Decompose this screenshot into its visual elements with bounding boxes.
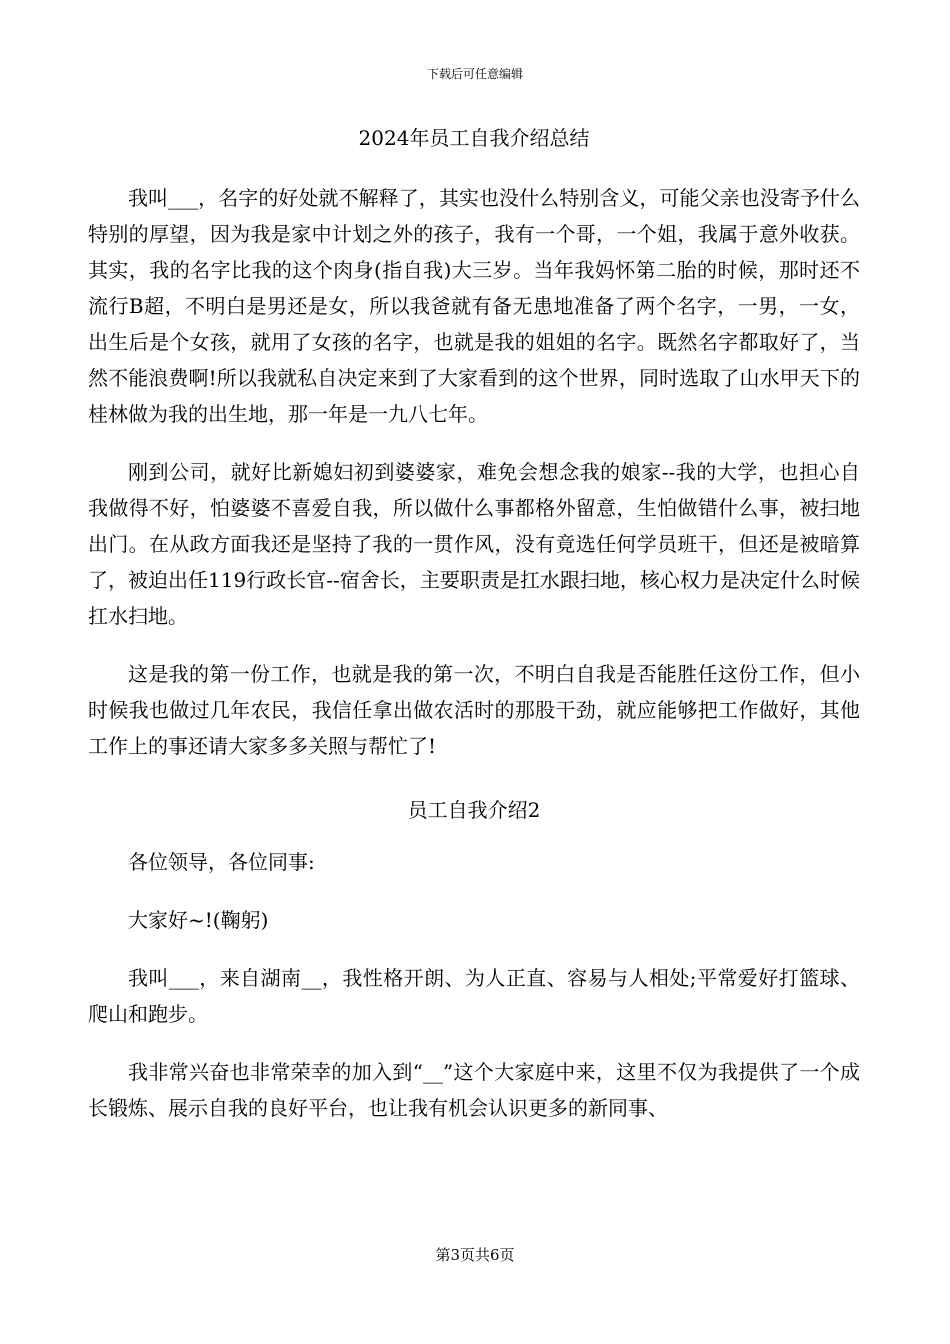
section-title-2: 员工自我介绍2 [407,798,541,822]
document-body [88,120,860,1148]
paragraph-greeting: 各位领导，各位同事: [128,850,315,874]
header-note: 下载后可任意编辑 [426,67,523,81]
paragraph-intro-name: 我叫___，名字的好处就不解释了，其实也没什么特别含义，可能父亲也没寄予什么特别的厚望，因为我是家中计划之外的孩子，我有一个哥，一个姐，我属于意外收获。其实，我的名字比我的这个肉身(指自我)大三岁。当年我妈怀第二胎的时候，那时还不流行B超，不明白是男还是女，所以我爸就有备无患地准备了两个名字，一男，一女，出生后是个女孩，就用了女孩的名字，也就是我的姐姐的名字。既然名字都取好了，当然不能浪费啊!所以我就私自决定来到了大家看到的这个世界，同时选取了山水甲天下的桂林做为我的出生地，那一年是一九八七年。 [88,186,860,426]
paragraph-first-job: 这是我的第一份工作，也就是我的第一次，不明白自我是否能胜任这份工作，但小时候我也做过几年农民，我信任拿出做农活时的那股干劲，就应能够把工作做好，其他工作上的事还请大家多多关照与帮忙了! [88,662,860,758]
paragraph-self-info: 我叫___，来自湖南__，我性格开朗、为人正直、容易与人相处;平常爱好打篮球、爬山和跑步。 [88,966,860,1026]
page-number: 第3页共6页 [435,1246,515,1264]
paragraph-joining-family: 我非常兴奋也非常荣幸的加入到“__”这个大家庭中来，这里不仅为我提供了一个成长锻炼、展示自我的良好平台，也让我有机会认识更多的新同事、 [88,1060,860,1120]
paragraph-joining-company: 刚到公司，就好比新媳妇初到婆婆家，难免会想念我的娘家--我的大学，也担心自我做得不好，怕婆婆不喜爱自我，所以做什么事都格外留意，生怕做错什么事，被扫地出门。在从政方面我还是坚持了我的一贯作风，没有竟选任何学员班干，但还是被暗算了，被迫出任119行政长官--宿舍长，主要职责是扛水跟扫地，核心权力是决定什么时候扛水扫地。 [88,460,860,628]
paragraph-hello: 大家好~!(鞠躬) [128,908,269,932]
document-title: 2024年员工自我介绍总结 [358,126,590,150]
